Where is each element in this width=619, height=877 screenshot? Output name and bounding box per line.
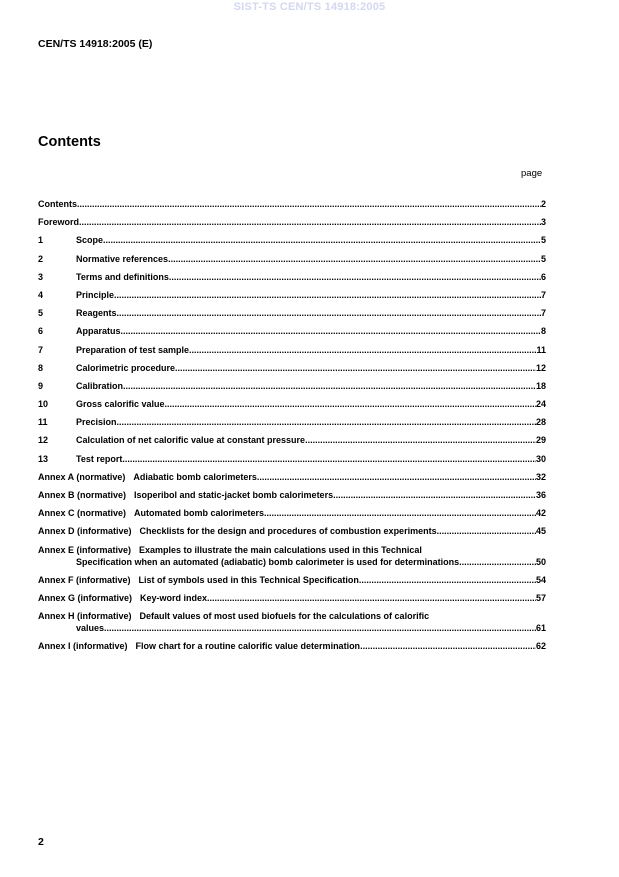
toc-entry-clause[interactable] xyxy=(38,453,546,471)
annex-page: 62 xyxy=(535,640,546,651)
toc-entry-number: 5 xyxy=(38,308,44,319)
annex-title: Isoperibol and static-jacket bomb calorimeters xyxy=(134,490,334,500)
toc-entry-number: 6 xyxy=(38,326,44,337)
toc-entry-title: Test report xyxy=(76,453,123,464)
annex-title: Flow chart for a routine calorific value determination xyxy=(135,640,361,651)
toc-entry-clause[interactable] xyxy=(38,344,546,362)
page-column-label: page xyxy=(521,168,543,179)
toc-entry-title: Precision xyxy=(76,417,117,428)
toc-entry-page: 18 xyxy=(535,380,546,391)
annex-title: Key-word index xyxy=(140,592,208,603)
toc-entry-title: Normative references xyxy=(76,253,169,264)
toc-entry-title: Gross calorific value xyxy=(76,399,165,410)
annex-label: Annex D (informative) xyxy=(38,526,132,537)
toc-entry-page: 12 xyxy=(535,362,546,373)
toc-entry-clause[interactable] xyxy=(38,416,546,434)
annex-page: 42 xyxy=(535,508,546,519)
annex-title: Automated bomb calorimeters xyxy=(134,508,265,519)
annex-title-line1: Examples to illustrate the main calculations used in this Technical xyxy=(139,544,422,555)
annex-label: Annex F (informative) xyxy=(38,574,131,585)
toc-entry-page: 24 xyxy=(535,399,546,410)
toc-entry-annex[interactable] xyxy=(38,489,546,507)
annex-label: Annex I (informative) xyxy=(38,640,128,651)
document-id: CEN/TS 14918:2005 (E) xyxy=(38,38,153,50)
toc-entry-page: 5 xyxy=(540,253,546,264)
toc-entry-clause[interactable] xyxy=(38,271,546,289)
toc-entry-page: 2 xyxy=(540,199,546,209)
toc-entry-page: 3 xyxy=(540,217,546,228)
toc-entry-page: 8 xyxy=(540,326,546,337)
annex-title-line2: values xyxy=(76,622,105,633)
toc-entry-clause[interactable] xyxy=(38,398,546,416)
toc-entry-page: 5 xyxy=(540,235,546,246)
toc-entry-title: Apparatus xyxy=(76,326,121,337)
toc-entry-page: 6 xyxy=(540,271,546,282)
toc-entry-annex[interactable] xyxy=(38,640,546,658)
annex-page: 57 xyxy=(535,592,546,603)
annex-label: Annex A (normative) xyxy=(38,471,126,482)
annex-page: 32 xyxy=(535,471,546,482)
toc-entry-annex[interactable] xyxy=(38,471,546,489)
toc-entry-title: Principle xyxy=(76,289,115,300)
toc-entry-title: Calculation of net calorific value at constant pressure xyxy=(76,435,306,446)
toc-entry-page: 28 xyxy=(535,417,546,428)
toc-entry-page: 29 xyxy=(535,435,546,446)
annex-label: Annex G (informative) xyxy=(38,592,133,603)
annex-title-line1: Default values of most used biofuels for the calculations of calorific xyxy=(139,610,430,621)
toc-entry-number: 8 xyxy=(38,362,44,373)
toc-entry-annex[interactable] xyxy=(38,574,546,592)
toc-entry-number: 12 xyxy=(38,435,49,446)
toc-entry-clause[interactable] xyxy=(38,307,546,325)
toc-entry-title: Contents xyxy=(38,199,77,209)
toc-entry-contents[interactable] xyxy=(38,198,546,216)
annex-label: Annex C (normative) xyxy=(38,508,127,519)
toc-entry-number: 13 xyxy=(38,453,49,464)
toc-entry-clause[interactable] xyxy=(38,253,546,271)
toc-entry-annex[interactable] xyxy=(38,507,546,525)
table-of-contents xyxy=(38,198,546,658)
toc-entry-clause[interactable] xyxy=(38,289,546,307)
annex-label: Annex H (informative) xyxy=(38,610,132,621)
toc-entry-number: 2 xyxy=(38,253,44,264)
toc-entry-number: 10 xyxy=(38,399,49,410)
toc-entry-number: 7 xyxy=(38,344,44,355)
toc-entry-annex[interactable] xyxy=(38,544,546,574)
toc-entry-number: 3 xyxy=(38,271,44,282)
annex-title: List of symbols used in this Technical Specification xyxy=(138,574,359,585)
toc-entry-title: Scope xyxy=(76,235,104,246)
annex-page: 50 xyxy=(535,556,546,567)
toc-entry-clause[interactable] xyxy=(38,434,546,452)
annex-page: 36 xyxy=(535,490,546,500)
toc-entry-page: 11 xyxy=(536,344,546,355)
toc-entry-title: Preparation of test sample xyxy=(76,344,190,355)
toc-entry-title: Calorimetric procedure xyxy=(76,362,176,373)
toc-entry-clause[interactable] xyxy=(38,362,546,380)
watermark: SIST-TS CEN/TS 14918:2005 xyxy=(233,1,386,13)
toc-entry-number: 1 xyxy=(38,235,44,246)
annex-title-line2: Specification when an automated (adiabatic) bomb calorimeter is used for determinations xyxy=(76,556,460,567)
page-title: Contents xyxy=(38,134,101,150)
annex-page: 61 xyxy=(535,622,546,633)
toc-entry-clause[interactable] xyxy=(38,325,546,343)
toc-entry-annex[interactable] xyxy=(38,610,546,640)
toc-entry-foreword[interactable] xyxy=(38,216,546,234)
toc-entry-page: 7 xyxy=(540,289,546,300)
annex-label: Annex B (normative) xyxy=(38,490,127,500)
toc-entry-title: Foreword xyxy=(38,217,80,228)
toc-entry-number: 9 xyxy=(38,380,44,391)
page-number: 2 xyxy=(38,836,44,848)
toc-entry-annex[interactable] xyxy=(38,592,546,610)
annex-label: Annex E (informative) xyxy=(38,544,132,555)
toc-entry-page: 30 xyxy=(535,453,546,464)
annex-page: 45 xyxy=(535,526,546,537)
toc-entry-clause[interactable] xyxy=(38,234,546,252)
toc-entry-page: 7 xyxy=(540,308,546,319)
toc-entry-title: Reagents xyxy=(76,308,117,319)
toc-entry-number: 11 xyxy=(38,417,48,428)
toc-entry-title: Terms and definitions xyxy=(76,271,169,282)
toc-entry-annex[interactable] xyxy=(38,525,546,543)
annex-title: Adiabatic bomb calorimeters xyxy=(133,471,257,482)
toc-entry-title: Calibration xyxy=(76,380,124,391)
annex-title: Checklists for the design and procedures of combustion experiments xyxy=(139,526,437,537)
annex-page: 54 xyxy=(535,574,546,585)
toc-entry-number: 4 xyxy=(38,289,44,300)
toc-entry-clause[interactable] xyxy=(38,380,546,398)
